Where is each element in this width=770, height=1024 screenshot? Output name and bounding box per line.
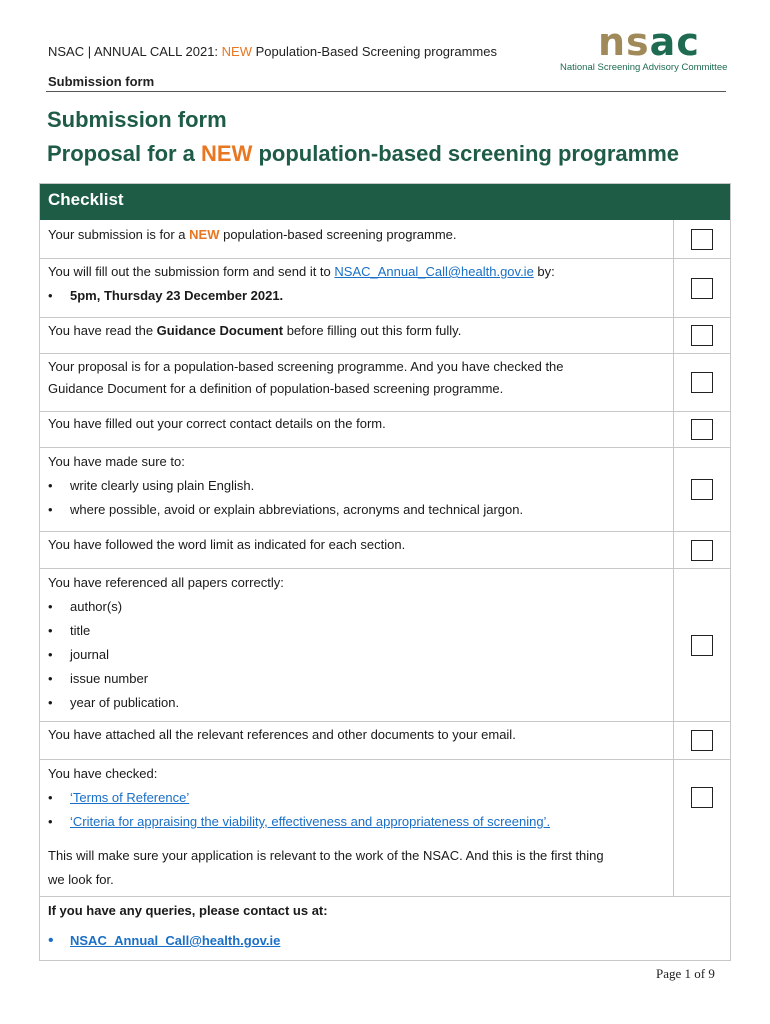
row-text: Your proposal is for a population-based screening programme. And you have checked the Guidance Document for a definition of population-based screening programme. xyxy=(48,359,564,396)
row-text: You have attached all the relevant references and other documents to your email. xyxy=(48,727,516,742)
page-number: Page 1 of 9 xyxy=(656,966,715,981)
row-text: Your submission is for a NEW population-based screening programme. xyxy=(48,227,457,242)
page-subtitle: Proposal for a NEW population-based screening programme xyxy=(47,141,680,166)
subtitle-new: NEW xyxy=(201,141,253,166)
row-text: You have referenced all papers correctly: • author(s) • title • journal • issue number • year of publication. xyxy=(48,575,284,710)
checklist-row xyxy=(40,353,730,411)
checkbox[interactable] xyxy=(691,787,713,808)
checklist-row xyxy=(40,258,730,317)
checkbox[interactable] xyxy=(691,419,713,440)
checkbox[interactable] xyxy=(691,635,713,656)
contact-email-link[interactable]: NSAC_Annual_Call@health.gov.ie xyxy=(70,933,281,948)
checkbox[interactable] xyxy=(691,730,713,751)
terms-of-reference-link[interactable]: ‘Terms of Reference’ xyxy=(70,790,190,805)
contact-heading: If you have any queries, please contact us at: xyxy=(48,903,328,918)
checklist-row xyxy=(40,447,730,531)
logo-subtitle: National Screening Advisory Committee xyxy=(560,62,728,73)
header-subheading: Submission form xyxy=(48,74,155,89)
row-text: You have checked: • ‘Terms of Reference’ • ‘Criteria for appraising the viability, effectiveness and appropriateness of screening’. This will make sure your application is relevant to the work of the NSAC. And this is the first thing we look for. xyxy=(48,766,604,887)
checklist-row xyxy=(40,220,730,258)
checklist-row xyxy=(40,411,730,447)
checklist-heading: Checklist xyxy=(40,184,730,220)
row-text: You have read the Guidance Document before filling out this form fully. xyxy=(48,323,462,338)
checklist-row xyxy=(40,317,730,353)
page-title: Submission form xyxy=(47,107,227,132)
running-header xyxy=(48,44,497,59)
contact-section: If you have any queries, please contact us at: • NSAC_Annual_Call@health.gov.ie xyxy=(40,896,730,960)
checkbox[interactable] xyxy=(691,325,713,346)
checkbox[interactable] xyxy=(691,278,713,299)
header-divider xyxy=(46,91,726,92)
nsac-logo xyxy=(560,20,745,73)
checklist-row xyxy=(40,531,730,568)
row-text: You have filled out your correct contact details on the form. xyxy=(48,416,386,431)
header-prefix: NSAC | ANNUAL CALL 2021: xyxy=(48,44,222,59)
checklist-row xyxy=(40,759,730,896)
checkbox[interactable] xyxy=(691,540,713,561)
row-text: You have made sure to: • write clearly using plain English. • where possible, avoid or explain abbreviations, acronyms and technical jargon. xyxy=(48,454,524,517)
header-suffix: Population-Based Screening programmes xyxy=(252,44,497,59)
row-text: You will fill out the submission form and send it to NSAC_Annual_Call@health.gov.ie by: • 5pm, Thursday 23 December 2021. xyxy=(48,264,555,303)
checklist-row xyxy=(40,721,730,759)
checklist-table xyxy=(39,183,731,961)
row-text: You have followed the word limit as indicated for each section. xyxy=(48,537,406,552)
checkbox[interactable] xyxy=(691,229,713,250)
logo-wordmark: nsac xyxy=(598,20,700,64)
checkbox[interactable] xyxy=(691,372,713,393)
header-new: NEW xyxy=(221,44,253,59)
checklist-row xyxy=(40,568,730,721)
checkbox[interactable] xyxy=(691,479,713,500)
criteria-link[interactable]: ‘Criteria for appraising the viability, effectiveness and appropriateness of screening’. xyxy=(70,814,551,829)
email-link[interactable]: NSAC_Annual_Call@health.gov.ie xyxy=(334,264,534,279)
